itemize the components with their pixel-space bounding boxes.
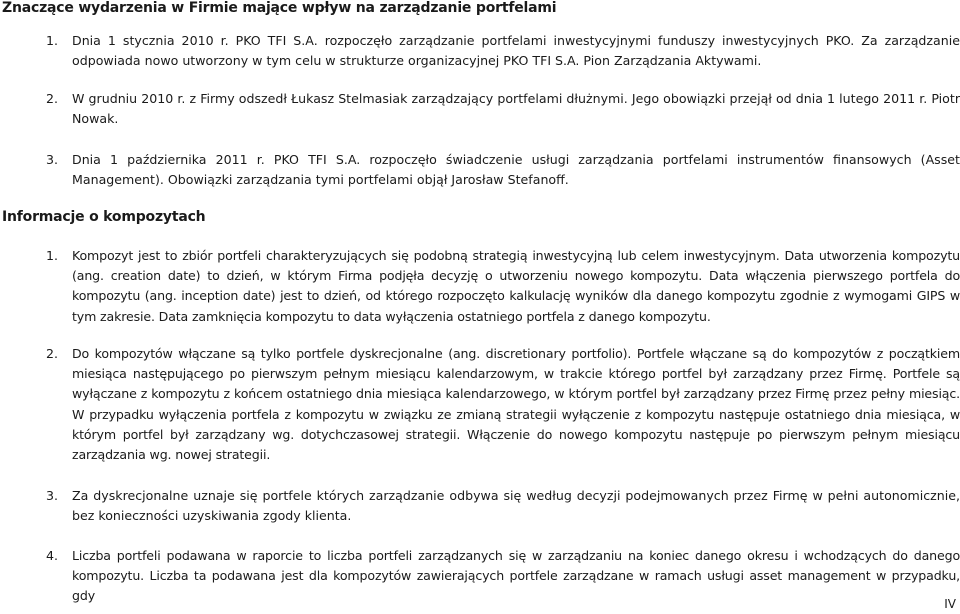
section-heading-composites: Informacje o kompozytach	[2, 209, 206, 225]
list-item	[48, 546, 960, 607]
list-number: 4.	[46, 548, 59, 563]
list-text: Do kompozytów włączane są tylko portfele dyskrecjonalne (ang. discretionary portfolio). Portfele włączane są do kompozytów z początkiem miesiąca następującego po pierwszym pełnym miesiącu kalendarzowym, w trakcie którego portfel był zarządzany przez Firmę. Portfele są wyłączane z kompozytu z końcem ostatniego dnia miesiąca kalendarzowego, w którym portfel był zarządzany przez Firmę przez pełny miesiąc. W przypadku wyłączenia portfela z kompozytu w związku ze zmianą strategii wyłączenie z kompozytu następuje ostatniego dnia miesiąca, w którym portfel był zarządzany wg. dotychczasowej strategii. Włączenie do nowego kompozytu następuje po pierwszym pełnym miesiącu zarządzania wg. nowej strategii.	[72, 346, 960, 463]
list-number: 1.	[46, 248, 59, 263]
list-text: Liczba portfeli podawana w raporcie to liczba portfeli zarządzanych się w zarządzaniu na koniec danego okresu i wchodzących do danego kompozytu. Liczba ta podawana jest dla kompozytów zawierających portfele zarządzane w ramach usługi asset management w przypadku, gdy	[72, 548, 960, 604]
list-item	[48, 246, 960, 327]
list-text: Dnia 1 stycznia 2010 r. PKO TFI S.A. rozpoczęło zarządzanie portfelami inwestycyjnymi funduszy inwestycyjnych PKO. Za zarządzanie odpowiada nowo utworzony w tym celu w strukturze organizacyjnej PKO TFI S.A. Pion Zarządzania Aktywami.	[72, 33, 960, 69]
list-text: W grudniu 2010 r. z Firmy odszedł Łukasz Stelmasiak zarządzający portfelami dłużnymi. Jego obowiązki przejął od dnia 1 lutego 2011 r. Piotr Nowak.	[72, 91, 960, 127]
list-item	[48, 486, 960, 526]
list-item	[48, 89, 960, 129]
page-number: IV	[944, 597, 956, 611]
list-item	[48, 150, 960, 190]
list-item	[48, 344, 960, 465]
list-number: 3.	[46, 152, 59, 167]
list-text: Za dyskrecjonalne uznaje się portfele których zarządzanie odbywa się według decyzji podejmowanych przez Firmę w pełni autonomicznie, bez konieczności uzyskiwania zgody klienta.	[72, 488, 960, 524]
list-number: 2.	[46, 91, 59, 106]
list-number: 1.	[46, 33, 59, 48]
list-item	[48, 31, 960, 71]
section-heading-events: Znaczące wydarzenia w Firmie mające wpływ na zarządzanie portfelami	[2, 0, 557, 16]
list-text: Dnia 1 października 2011 r. PKO TFI S.A. rozpoczęło świadczenie usługi zarządzania portfelami instrumentów finansowych (Asset Management). Obowiązki zarządzania tymi portfelami objął Jarosław Stefanoff.	[72, 152, 960, 188]
list-number: 3.	[46, 488, 59, 503]
list-number: 2.	[46, 346, 59, 361]
list-text: Kompozyt jest to zbiór portfeli charakteryzujących się podobną strategią inwestycyjną lub celem inwestycyjnym. Data utworzenia kompozytu (ang. creation date) to dzień, w którym Firma podjęła decyzję o utworzeniu nowego kompozytu. Data włączenia pierwszego portfela do kompozytu (ang. inception date) jest to dzień, od którego rozpoczęto kalkulację wyników dla danego kompozytu zgodnie z wymogami GIPS w tym zakresie. Data zamknięcia kompozytu to data wyłączenia ostatniego portfela z danego kompozytu.	[72, 248, 960, 324]
